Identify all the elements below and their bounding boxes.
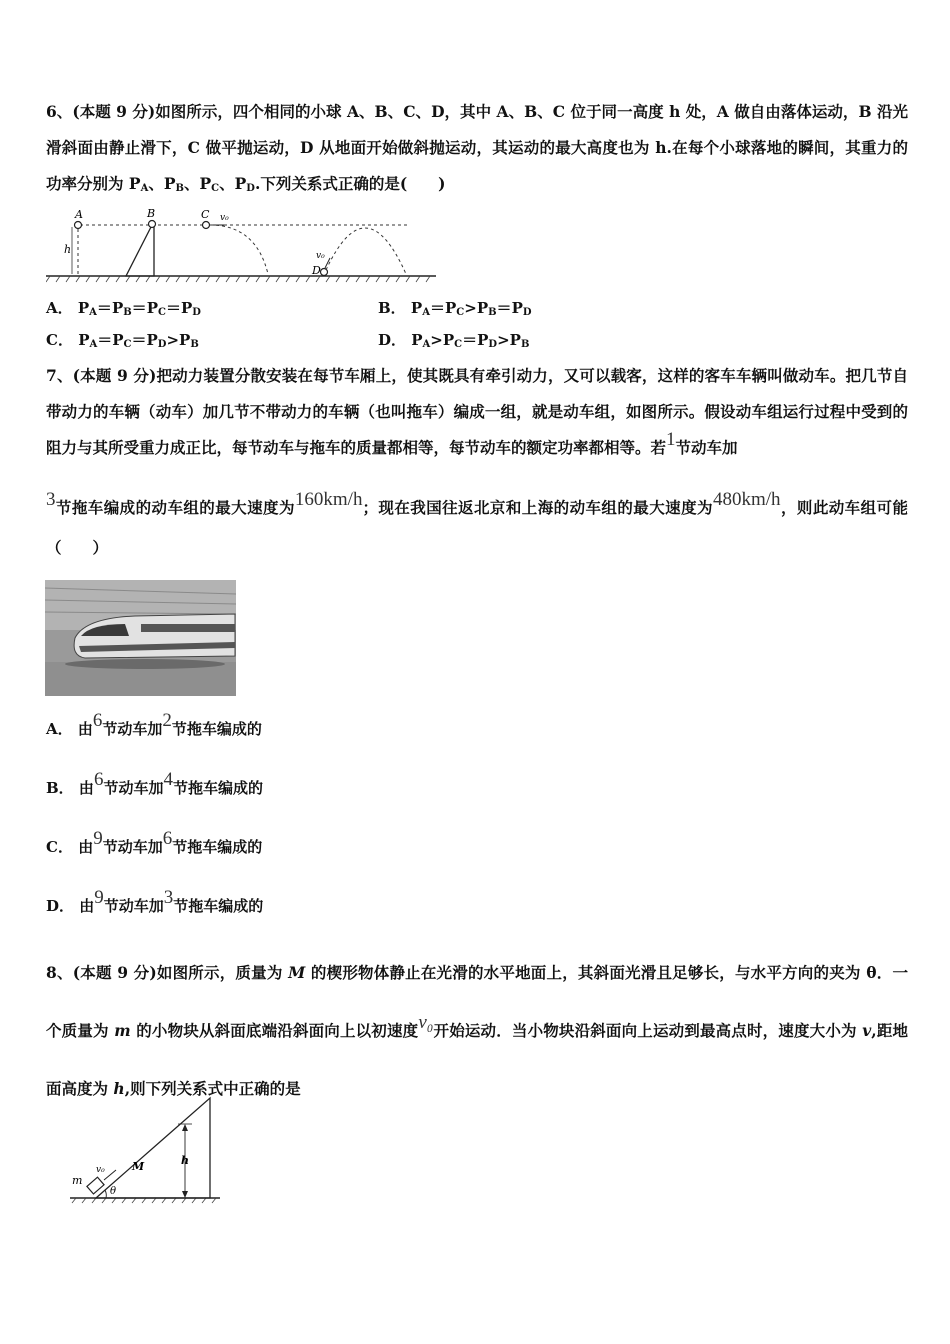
svg-text:M: M [132, 1160, 145, 1173]
q6-option-d[interactable]: D． $P_A>P_C=P_D>P_B$ [378, 331, 530, 350]
q6-option-c[interactable]: C． $P_A=P_C=P_D>P_B$ [46, 331, 199, 350]
train-photo [45, 580, 236, 696]
q6-option-a[interactable]: A． $P_A=P_B=P_C=P_D$ [46, 299, 201, 318]
question-7-cont: 3节拖车编成的动车组的最大速度为160km/h；现在我国往返北京和上海的动车组的最大速度为480km/h，则此动车组可能（ ） [46, 489, 908, 557]
q6-text: 如图所示，四个相同的小球 A、B、C、D，其中 A、B、C 位于同一高度 h 处，A 做自由落体运动，B 沿光滑斜面由静止滑下，C 做平抛运动，D 从地面开始做斜抛运动，其运动的最大高度也为 h.在每个小球落地的瞬间，其重力的功率分别为 [46, 102, 908, 193]
q7-option-b[interactable]: B． 由6节动车加4节拖车编成的 [46, 769, 263, 797]
svg-text:D: D [312, 264, 321, 277]
svg-text:h: h [181, 1154, 189, 1167]
svg-text:m: m [72, 1174, 83, 1187]
svg-text:A: A [75, 208, 83, 221]
q6-number: 6、 [46, 102, 73, 121]
question-6: 6、(本题 9 分)如图所示，四个相同的小球 A、B、C、D，其中 A、B、C 位于同一高度 h 处，A 做自由落体运动，B 沿光滑斜面由静止滑下，C 做平抛运动，D 从地面开始做斜抛运动，其运动的最大高度也为 h.在每个小球落地的瞬间，其重力的功率分别为 $P_A$、$P_B$、$P_C$、$P_D$.下列关系式正确的是( ) [46, 102, 908, 194]
question-7: 7、(本题 9 分)把动力装置分散安装在每节车厢上，使其既具有牵引动力，又可以载客，这样的客车车辆叫做动车。把几节自带动力的车辆（动车）加几节不带动力的车辆（也叫拖车）编成一组，就是动车组，如图所示。假设动车组运行过程中受到的阻力与其所受重力成正比，每节动车与拖车的质量都相等，每节动车的额定功率都相等。若1节动车加 [46, 366, 908, 457]
q6-figure [46, 206, 438, 286]
question-8: 8、(本题 9 分)如图所示，质量为 M 的楔形物体静止在光滑的水平地面上，其斜面光滑且足够长，与水平方向的夹为 θ．一个质量为 m 的小物块从斜面底端沿斜面向上以初速度v₀开始运动．当小物块沿斜面向上运动到最高点时，速度大小为 v,距地面高度为 h,则下列关系式中正确的是 [46, 963, 908, 1098]
svg-text:θ: θ [110, 1186, 117, 1197]
svg-text:v₀: v₀ [316, 251, 325, 261]
svg-text:C: C [201, 208, 210, 221]
svg-text:v₀: v₀ [96, 1165, 105, 1175]
svg-text:h: h [64, 243, 72, 256]
svg-text:v₀: v₀ [220, 213, 229, 223]
q7-option-c[interactable]: C． 由9节动车加6节拖车编成的 [46, 828, 263, 856]
q7-option-d[interactable]: D． 由9节动车加3节拖车编成的 [46, 887, 264, 915]
q6-option-b[interactable]: B． $P_A=P_C>P_B=P_D$ [378, 299, 532, 318]
q6-score: (本题 9 分) [72, 102, 156, 121]
q7-option-a[interactable]: A． 由6节动车加2节拖车编成的 [46, 710, 262, 738]
q8-wedge-figure [66, 1094, 226, 1206]
svg-text:B: B [147, 207, 156, 220]
